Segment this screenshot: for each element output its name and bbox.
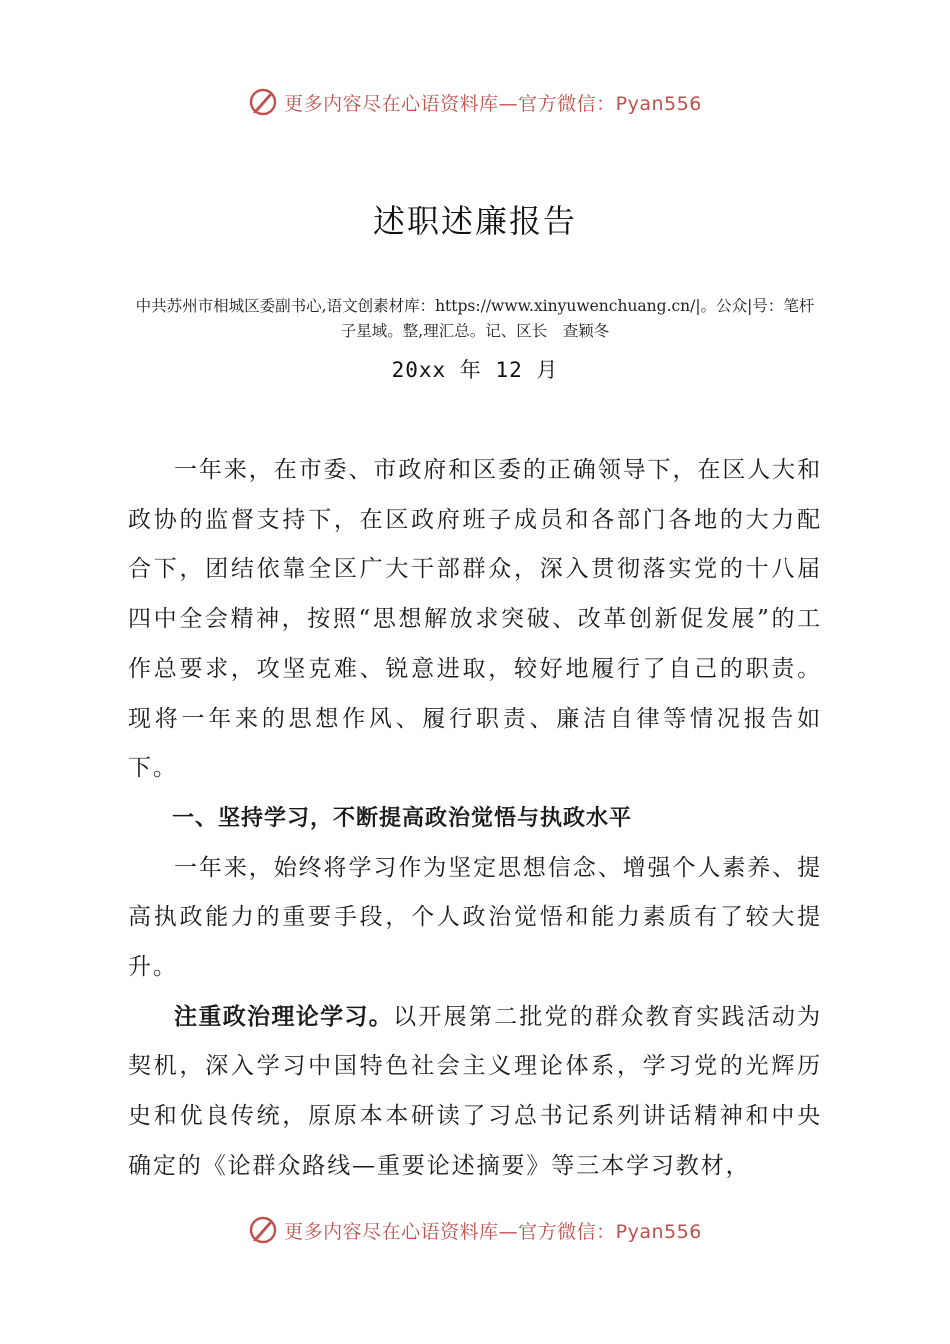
document-body	[128, 446, 822, 1192]
section-heading-1: 一、坚持学习，不断提高政治觉悟与执政水平	[172, 805, 633, 831]
watermark-text: 更多内容尽在心语资料库—官方微信：Pyan556	[284, 1220, 702, 1243]
quill-pen-logo-icon	[248, 87, 278, 117]
intro-paragraph: 一年来，在市委、市政府和区委的正确领导下，在区人大和政协的监督支持下，在区政府班子成员和各部门各地的大力配合下，团结依靠全区广大干部群众，深入贯彻落实党的十八届四中全会精神，按照“思想解放求突破、改革创新促发展”的工作总要求，攻坚克难、锐意进取，较好地履行了自己的职责。现将一年来的思想作风、履行职责、廉洁自律等情况报告如下。	[128, 457, 822, 782]
section-1-subparagraph	[128, 993, 822, 1192]
watermark-banner-top	[0, 80, 950, 124]
subparagraph-text: 以开展第二批党的群众教育实践活动为契机，深入学习中国特色社会主义理论体系，学习党的光辉历史和优良传统，原原本本研读了习总书记系列讲话精神和中央确定的《论群众路线—重要论述摘要》等三本学习教材，	[128, 1003, 823, 1179]
author-line: 中共苏州市相城区委副书心,语文创素材库：https://www.xinyuwenchuang.cn/|。公众|号：笔杆子星域。整,理汇总。记、区长 查颖冬	[135, 297, 815, 340]
report-date: 20xx 年 12 月	[391, 358, 559, 382]
quill-pen-logo-icon	[248, 1215, 278, 1245]
subparagraph-lead: 注重政治理论学习。	[174, 1003, 394, 1030]
section-1-paragraph: 一年来，始终将学习作为坚定思想信念、增强个人素养、提高执政能力的重要手段，个人政治觉悟和能力素质有了较大提升。	[128, 854, 822, 981]
watermark-text: 更多内容尽在心语资料库—官方微信：Pyan556	[284, 92, 702, 115]
document-title: 述职述廉报告	[372, 202, 577, 240]
watermark-banner-bottom	[0, 1208, 950, 1252]
